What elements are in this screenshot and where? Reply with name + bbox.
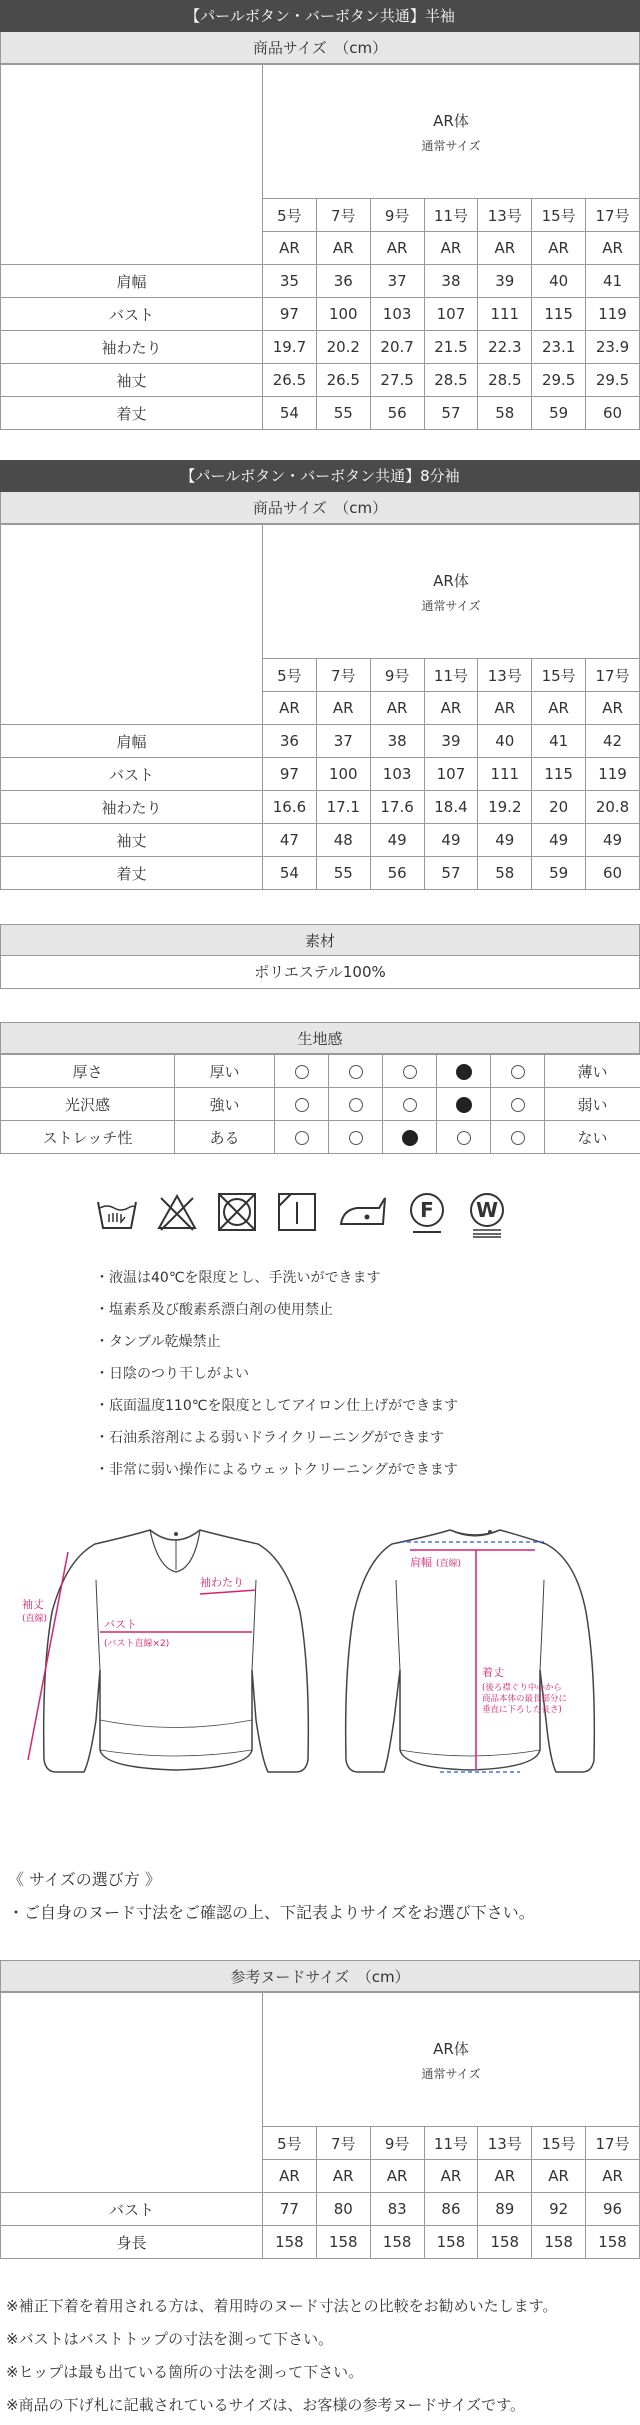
size-group-title: AR体 bbox=[433, 111, 469, 130]
care-item: ・液温は40℃を限度とし、手洗いができます bbox=[95, 1270, 381, 1286]
size-type: AR bbox=[532, 2160, 586, 2193]
table-cell: 17.1 bbox=[316, 791, 370, 824]
empty-circle-icon bbox=[511, 1065, 525, 1079]
row-label: バスト bbox=[1, 2193, 263, 2226]
table-cell: 26.5 bbox=[316, 364, 370, 397]
table-cell: 58 bbox=[478, 397, 532, 430]
size-header: 11号 bbox=[424, 199, 478, 232]
feel-scale-cell bbox=[275, 1121, 329, 1154]
feel-label: 厚さ bbox=[1, 1055, 175, 1088]
measurement-diagram bbox=[0, 1520, 640, 1800]
size-header: 7号 bbox=[316, 659, 370, 692]
back-garment-drawing bbox=[346, 1530, 595, 1772]
row-label: 身長 bbox=[1, 2226, 263, 2259]
feel-label: 光沢感 bbox=[1, 1088, 175, 1121]
shade-line-dry-icon bbox=[275, 1190, 319, 1234]
table-cell: 158 bbox=[532, 2226, 586, 2259]
iron-low-icon bbox=[335, 1190, 391, 1234]
table-subtitle: 商品サイズ （cm） bbox=[0, 32, 640, 64]
table-cell: 77 bbox=[263, 2193, 317, 2226]
table-cell: 35 bbox=[263, 265, 317, 298]
feel-scale-cell bbox=[437, 1088, 491, 1121]
size-group-title: AR体 bbox=[433, 571, 469, 590]
nude-size-table bbox=[0, 1960, 640, 2259]
bust-sub-label: (バスト直線×2) bbox=[104, 1639, 170, 1649]
table-cell: 60 bbox=[586, 857, 640, 890]
feel-row bbox=[1, 1121, 640, 1154]
table-cell: 60 bbox=[586, 397, 640, 430]
table-row bbox=[1, 2193, 640, 2226]
size-header: 5号 bbox=[263, 199, 317, 232]
care-item: ・日陰のつり干しがよい bbox=[95, 1366, 249, 1382]
row-label: 袖丈 bbox=[1, 364, 263, 397]
table-cell: 115 bbox=[532, 758, 586, 791]
table-row bbox=[1, 791, 640, 824]
dry-clean-letter: F bbox=[420, 1198, 434, 1222]
table-cell: 19.2 bbox=[478, 791, 532, 824]
table-row bbox=[1, 265, 640, 298]
table-cell: 103 bbox=[370, 298, 424, 331]
table-cell: 36 bbox=[316, 265, 370, 298]
table-cell: 49 bbox=[586, 824, 640, 857]
table-cell: 29.5 bbox=[532, 364, 586, 397]
table-cell: 21.5 bbox=[424, 331, 478, 364]
size-type: AR bbox=[424, 232, 478, 265]
back-measure-lines bbox=[400, 1542, 567, 1772]
table-cell: 40 bbox=[532, 265, 586, 298]
body-length-sub-1: (後ろ襟ぐり中心から bbox=[482, 1683, 562, 1693]
size-type: AR bbox=[586, 232, 640, 265]
size-header: 15号 bbox=[532, 2127, 586, 2160]
row-label: バスト bbox=[1, 758, 263, 791]
feel-row bbox=[1, 1088, 640, 1121]
size-table bbox=[0, 64, 640, 430]
empty-circle-icon bbox=[349, 1131, 363, 1145]
notes bbox=[6, 2290, 636, 2422]
corner-cell bbox=[1, 65, 263, 265]
table-row bbox=[1, 2226, 640, 2259]
note-item: ※補正下着を着用される方は、着用時のヌード寸法との比較をお勧めいたします。 bbox=[6, 2297, 558, 2315]
feel-scale-cell bbox=[383, 1121, 437, 1154]
table-cell: 119 bbox=[586, 298, 640, 331]
note-item: ※ヒップは最も出ている箇所の寸法を測って下さい。 bbox=[6, 2363, 364, 2381]
feel-scale-cell bbox=[329, 1055, 383, 1088]
table-cell: 38 bbox=[370, 725, 424, 758]
body-length-sub-3: 垂直に下ろした長さ) bbox=[482, 1705, 562, 1715]
note-item: ※商品の下げ札に記載されているサイズは、お客様の参考ヌードサイズです。 bbox=[6, 2396, 525, 2414]
table-cell: 49 bbox=[478, 824, 532, 857]
table-cell: 20 bbox=[532, 791, 586, 824]
empty-circle-icon bbox=[295, 1098, 309, 1112]
front-measure-lines bbox=[22, 1552, 256, 1760]
table-row bbox=[1, 857, 640, 890]
table-cell: 39 bbox=[478, 265, 532, 298]
row-label: 着丈 bbox=[1, 857, 263, 890]
row-label: 肩幅 bbox=[1, 725, 263, 758]
size-type: AR bbox=[424, 692, 478, 725]
table-row bbox=[1, 397, 640, 430]
size-header: 7号 bbox=[316, 2127, 370, 2160]
size-header: 15号 bbox=[532, 199, 586, 232]
size-header: 13号 bbox=[478, 659, 532, 692]
size-group-header bbox=[263, 1993, 640, 2127]
selected-circle-icon bbox=[402, 1130, 418, 1146]
table-cell: 86 bbox=[424, 2193, 478, 2226]
feel-scale-cell bbox=[329, 1088, 383, 1121]
table-cell: 28.5 bbox=[478, 364, 532, 397]
size-header: 9号 bbox=[370, 199, 424, 232]
table-cell: 56 bbox=[370, 857, 424, 890]
size-group-subtitle: 通常サイズ bbox=[421, 2066, 481, 2081]
size-header: 15号 bbox=[532, 659, 586, 692]
table-cell: 27.5 bbox=[370, 364, 424, 397]
row-label: 袖わたり bbox=[1, 331, 263, 364]
size-type: AR bbox=[263, 2160, 317, 2193]
table-cell: 22.3 bbox=[478, 331, 532, 364]
row-label: 着丈 bbox=[1, 397, 263, 430]
table-cell: 48 bbox=[316, 824, 370, 857]
table-row bbox=[1, 725, 640, 758]
table-cell: 26.5 bbox=[263, 364, 317, 397]
size-guide-text: ・ご自身のヌード寸法をご確認の上、下記表よりサイズをお選び下さい。 bbox=[8, 1903, 535, 1922]
size-type: AR bbox=[478, 232, 532, 265]
table-cell: 111 bbox=[478, 298, 532, 331]
care-item: ・タンブル乾燥禁止 bbox=[95, 1334, 221, 1350]
table-cell: 37 bbox=[316, 725, 370, 758]
table-cell: 36 bbox=[263, 725, 317, 758]
table-title: 参考ヌードサイズ （cm） bbox=[0, 1960, 640, 1992]
size-type: AR bbox=[424, 2160, 478, 2193]
table-cell: 54 bbox=[263, 857, 317, 890]
feel-scale-cell bbox=[275, 1055, 329, 1088]
table-cell: 20.7 bbox=[370, 331, 424, 364]
table-cell: 55 bbox=[316, 857, 370, 890]
size-type: AR bbox=[316, 692, 370, 725]
table-cell: 83 bbox=[370, 2193, 424, 2226]
material-title: 素材 bbox=[0, 924, 640, 956]
feel-title: 生地感 bbox=[0, 1022, 640, 1054]
feel-row bbox=[1, 1055, 640, 1088]
table-cell: 80 bbox=[316, 2193, 370, 2226]
care-icons bbox=[95, 1190, 515, 1240]
empty-circle-icon bbox=[457, 1131, 471, 1145]
table-cell: 96 bbox=[586, 2193, 640, 2226]
feel-scale-cell bbox=[491, 1121, 545, 1154]
feel-scale-cell bbox=[275, 1088, 329, 1121]
table-cell: 107 bbox=[424, 758, 478, 791]
empty-circle-icon bbox=[349, 1065, 363, 1079]
table-cell: 49 bbox=[424, 824, 478, 857]
table-cell: 49 bbox=[370, 824, 424, 857]
bust-label: バスト bbox=[104, 1618, 137, 1631]
table-cell: 55 bbox=[316, 397, 370, 430]
table-row bbox=[1, 364, 640, 397]
size-header: 11号 bbox=[424, 659, 478, 692]
hand-wash-icon bbox=[95, 1190, 139, 1234]
size-header: 17号 bbox=[586, 2127, 640, 2160]
corner-cell bbox=[1, 525, 263, 725]
feel-scale-cell bbox=[437, 1055, 491, 1088]
table-cell: 20.2 bbox=[316, 331, 370, 364]
table-cell: 107 bbox=[424, 298, 478, 331]
table-cell: 158 bbox=[370, 2226, 424, 2259]
table-cell: 38 bbox=[424, 265, 478, 298]
table-cell: 39 bbox=[424, 725, 478, 758]
table-cell: 28.5 bbox=[424, 364, 478, 397]
size-header: 17号 bbox=[586, 199, 640, 232]
table-cell: 17.6 bbox=[370, 791, 424, 824]
table-cell: 49 bbox=[532, 824, 586, 857]
size-type: AR bbox=[586, 692, 640, 725]
size-header: 9号 bbox=[370, 659, 424, 692]
no-bleach-icon bbox=[155, 1190, 199, 1234]
dry-clean-f-icon bbox=[405, 1190, 449, 1234]
sleeve-length-sub-label: (直線) bbox=[22, 1614, 48, 1624]
table-subtitle: 商品サイズ （cm） bbox=[0, 492, 640, 524]
table-cell: 16.6 bbox=[263, 791, 317, 824]
table-cell: 59 bbox=[532, 397, 586, 430]
empty-circle-icon bbox=[349, 1098, 363, 1112]
table-row bbox=[1, 758, 640, 791]
size-header: 11号 bbox=[424, 2127, 478, 2160]
table-cell: 89 bbox=[478, 2193, 532, 2226]
body-length-label: 着丈 bbox=[482, 1666, 504, 1679]
table-cell: 23.9 bbox=[586, 331, 640, 364]
table-cell: 54 bbox=[263, 397, 317, 430]
table-cell: 158 bbox=[316, 2226, 370, 2259]
table-cell: 29.5 bbox=[586, 364, 640, 397]
feel-scale-cell bbox=[383, 1088, 437, 1121]
row-label: バスト bbox=[1, 298, 263, 331]
table-cell: 97 bbox=[263, 298, 317, 331]
feel-left: 強い bbox=[175, 1088, 275, 1121]
row-label: 肩幅 bbox=[1, 265, 263, 298]
table-cell: 23.1 bbox=[532, 331, 586, 364]
table-cell: 158 bbox=[586, 2226, 640, 2259]
fabric-feel-section bbox=[0, 1022, 640, 1154]
table-cell: 47 bbox=[263, 824, 317, 857]
size-group-subtitle: 通常サイズ bbox=[421, 138, 481, 153]
shoulder-label: 肩幅 bbox=[410, 1556, 432, 1569]
table-cell: 100 bbox=[316, 758, 370, 791]
table-cell: 42 bbox=[586, 725, 640, 758]
selected-circle-icon bbox=[456, 1064, 472, 1080]
table-title: 【パールボタン・バーボタン共通】8分袖 bbox=[0, 460, 640, 492]
table-cell: 56 bbox=[370, 397, 424, 430]
feel-scale-cell bbox=[491, 1088, 545, 1121]
size-group-subtitle: 通常サイズ bbox=[421, 598, 481, 613]
size-type: AR bbox=[532, 232, 586, 265]
feel-left: ある bbox=[175, 1121, 275, 1154]
front-garment-drawing bbox=[44, 1530, 309, 1772]
size-type: AR bbox=[370, 232, 424, 265]
feel-scale-cell bbox=[491, 1055, 545, 1088]
size-type: AR bbox=[478, 692, 532, 725]
feel-table bbox=[0, 1054, 640, 1154]
table-row bbox=[1, 824, 640, 857]
size-type: AR bbox=[532, 692, 586, 725]
body-length-sub-2: 商品本体の最長部分に bbox=[482, 1694, 568, 1704]
table-cell: 57 bbox=[424, 397, 478, 430]
size-header: 5号 bbox=[263, 659, 317, 692]
table-cell: 158 bbox=[424, 2226, 478, 2259]
table-cell: 59 bbox=[532, 857, 586, 890]
empty-circle-icon bbox=[403, 1098, 417, 1112]
feel-scale-cell bbox=[329, 1121, 383, 1154]
feel-scale-cell bbox=[383, 1055, 437, 1088]
table-cell: 158 bbox=[263, 2226, 317, 2259]
size-type: AR bbox=[263, 232, 317, 265]
sleeve-length-label: 袖丈 bbox=[22, 1598, 44, 1611]
table-cell: 111 bbox=[478, 758, 532, 791]
table-cell: 158 bbox=[478, 2226, 532, 2259]
size-group-header bbox=[263, 65, 640, 199]
size-type: AR bbox=[586, 2160, 640, 2193]
size-header: 7号 bbox=[316, 199, 370, 232]
row-label: 袖わたり bbox=[1, 791, 263, 824]
care-instructions bbox=[95, 1262, 458, 1486]
feel-label: ストレッチ性 bbox=[1, 1121, 175, 1154]
care-item: ・底面温度110℃を限度としてアイロン仕上げができます bbox=[95, 1398, 459, 1414]
empty-circle-icon bbox=[511, 1098, 525, 1112]
size-header: 17号 bbox=[586, 659, 640, 692]
size-type: AR bbox=[478, 2160, 532, 2193]
table-cell: 119 bbox=[586, 758, 640, 791]
feel-scale-cell bbox=[437, 1121, 491, 1154]
empty-circle-icon bbox=[511, 1131, 525, 1145]
table-cell: 18.4 bbox=[424, 791, 478, 824]
care-item: ・塩素系及び酸素系漂白剤の使用禁止 bbox=[95, 1302, 333, 1318]
selected-circle-icon bbox=[456, 1097, 472, 1113]
size-type: AR bbox=[370, 692, 424, 725]
wet-clean-letter: W bbox=[475, 1198, 499, 1222]
size-group-title: AR体 bbox=[433, 2039, 469, 2058]
size-type: AR bbox=[263, 692, 317, 725]
empty-circle-icon bbox=[403, 1065, 417, 1079]
size-header: 13号 bbox=[478, 199, 532, 232]
size-table bbox=[0, 1992, 640, 2259]
material-value: ポリエステル100% bbox=[0, 956, 640, 989]
material-section bbox=[0, 924, 640, 989]
table-cell: 97 bbox=[263, 758, 317, 791]
size-type: AR bbox=[316, 2160, 370, 2193]
size-table bbox=[0, 524, 640, 890]
size-header: 9号 bbox=[370, 2127, 424, 2160]
size-table-short-sleeve bbox=[0, 0, 640, 430]
corner-cell bbox=[1, 1993, 263, 2193]
sleeve-width-label: 袖わたり bbox=[200, 1576, 244, 1589]
table-row bbox=[1, 298, 640, 331]
table-cell: 19.7 bbox=[263, 331, 317, 364]
note-item: ※バストはバストトップの寸法を測って下さい。 bbox=[6, 2330, 334, 2348]
no-tumble-dry-icon bbox=[215, 1190, 259, 1234]
table-cell: 41 bbox=[586, 265, 640, 298]
table-cell: 103 bbox=[370, 758, 424, 791]
table-cell: 41 bbox=[532, 725, 586, 758]
feel-left: 厚い bbox=[175, 1055, 275, 1088]
table-cell: 40 bbox=[478, 725, 532, 758]
table-cell: 58 bbox=[478, 857, 532, 890]
table-cell: 37 bbox=[370, 265, 424, 298]
empty-circle-icon bbox=[295, 1131, 309, 1145]
row-label: 袖丈 bbox=[1, 824, 263, 857]
size-header: 13号 bbox=[478, 2127, 532, 2160]
empty-circle-icon bbox=[295, 1065, 309, 1079]
table-cell: 100 bbox=[316, 298, 370, 331]
care-item: ・石油系溶剤による弱いドライクリーニングができます bbox=[95, 1430, 445, 1446]
care-item: ・非常に弱い操作によるウェットクリーニングができます bbox=[95, 1462, 458, 1478]
size-header: 5号 bbox=[263, 2127, 317, 2160]
table-row bbox=[1, 331, 640, 364]
size-type: AR bbox=[316, 232, 370, 265]
size-table-three-quarter-sleeve bbox=[0, 460, 640, 890]
table-title: 【パールボタン・バーボタン共通】半袖 bbox=[0, 0, 640, 32]
size-group-header bbox=[263, 525, 640, 659]
shoulder-sub-label: (直線) bbox=[436, 1559, 462, 1569]
table-cell: 115 bbox=[532, 298, 586, 331]
wet-clean-w-icon bbox=[465, 1190, 509, 1238]
feel-right: 弱い bbox=[545, 1088, 640, 1121]
table-cell: 20.8 bbox=[586, 791, 640, 824]
table-cell: 92 bbox=[532, 2193, 586, 2226]
feel-right: 薄い bbox=[545, 1055, 640, 1088]
feel-right: ない bbox=[545, 1121, 640, 1154]
size-guide-heading: 《 サイズの選び方 》 bbox=[8, 1870, 161, 1889]
table-cell: 57 bbox=[424, 857, 478, 890]
size-type: AR bbox=[370, 2160, 424, 2193]
